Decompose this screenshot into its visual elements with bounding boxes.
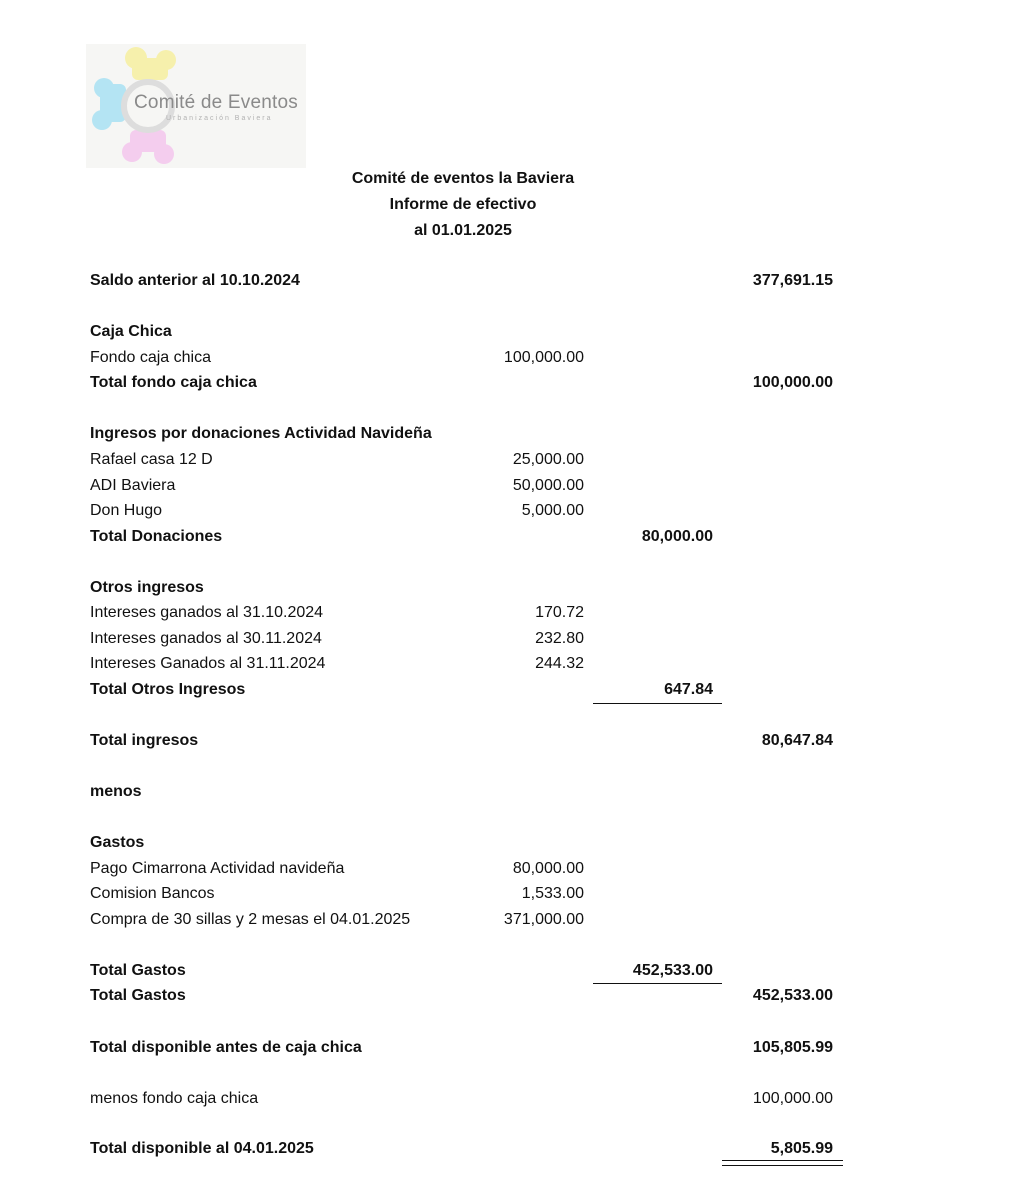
disponible-antes-row [0,1039,1025,1061]
donacion-row [0,451,1025,473]
gasto-label: Compra de 30 sillas y 2 mesas el 04.01.2025 [90,911,411,928]
donaciones-heading-row [0,425,1025,447]
interes-label: Intereses Ganados al 31.11.2024 [90,655,326,672]
total-gastos-amount: 452,533.00 [752,987,833,1004]
interes-row [0,630,1025,652]
total-disponible-label: Total disponible al 04.01.2025 [90,1140,314,1157]
total-disponible-amount: 5,805.99 [770,1140,833,1157]
fondo-caja-chica-amount: 100,000.00 [503,349,584,366]
donacion-label: Don Hugo [90,502,163,519]
gasto-label: Comision Bancos [90,885,215,902]
disponible-antes-label: Total disponible antes de caja chica [90,1039,362,1056]
total-otros-ingresos-amount: 647.84 [664,681,713,698]
caja-chica-heading-row [0,323,1025,345]
caja-chica-heading: Caja Chica [90,323,172,340]
fondo-caja-chica-label: Fondo caja chica [90,349,211,366]
gasto-label: Pago Cimarrona Actividad navideña [90,860,345,877]
interes-row [0,604,1025,626]
total-gastos-label: Total Gastos [90,987,186,1004]
subtotal-underline [593,983,722,984]
donacion-label: ADI Baviera [90,477,176,494]
donacion-amount: 50,000.00 [512,477,584,494]
interes-amount: 232.80 [535,630,584,647]
gastos-heading-row [0,834,1025,856]
menos-fondo-amount: 100,000.00 [752,1090,833,1107]
logo-subtitle: Urbanización Baviera [166,115,273,122]
donacion-row [0,502,1025,524]
disponible-antes-amount: 105,805.99 [752,1039,833,1056]
donacion-row [0,477,1025,499]
saldo-anterior-amount: 377,691.15 [752,272,833,289]
total-ingresos-amount: 80,647.84 [761,732,833,749]
saldo-anterior-label: Saldo anterior al 10.10.2024 [90,272,300,289]
logo-name: Comité de Eventos [134,92,298,113]
subtotal-underline [593,703,722,704]
gastos-heading: Gastos [90,834,145,851]
interes-label: Intereses ganados al 31.10.2024 [90,604,324,621]
total-otros-ingresos-label: Total Otros Ingresos [90,681,246,698]
saldo-anterior-row [0,272,1025,294]
gasto-amount: 371,000.00 [503,911,584,928]
gasto-amount: 80,000.00 [512,860,584,877]
interes-row [0,655,1025,677]
interes-label: Intereses ganados al 30.11.2024 [90,630,322,647]
donacion-amount: 5,000.00 [521,502,584,519]
fondo-caja-chica-row [0,349,1025,371]
total-ingresos-label: Total ingresos [90,732,199,749]
final-double-underline [722,1160,843,1166]
gasto-amount: 1,533.00 [521,885,584,902]
total-gastos-row [0,987,1025,1009]
total-donaciones-label: Total Donaciones [90,528,223,545]
total-donaciones-amount: 80,000.00 [641,528,713,545]
total-donaciones-row [0,528,1025,550]
total-fondo-caja-chica-amount: 100,000.00 [752,374,833,391]
interes-amount: 170.72 [535,604,584,621]
total-fondo-caja-chica-label: Total fondo caja chica [90,374,257,391]
subtotal-gastos-amount: 452,533.00 [632,962,713,979]
donacion-amount: 25,000.00 [512,451,584,468]
committee-logo [86,44,306,168]
total-otros-ingresos-row [0,681,1025,703]
gasto-row [0,860,1025,882]
donacion-label: Rafael casa 12 D [90,451,213,468]
total-disponible-row [0,1140,1025,1162]
subtotal-gastos-label: Total Gastos [90,962,186,979]
menos-fondo-label: menos fondo caja chica [90,1090,259,1107]
report-title: Comité de eventos la Baviera [351,170,575,187]
gasto-row [0,885,1025,907]
menos-fondo-row [0,1090,1025,1112]
report-subtitle: Informe de efectivo [389,196,537,213]
subtotal-gastos-row [0,962,1025,984]
report-date: al 01.01.2025 [414,222,512,239]
menos-label: menos [90,783,142,800]
gasto-row [0,911,1025,933]
interes-amount: 244.32 [535,655,584,672]
otros-ingresos-heading-row [0,579,1025,601]
donaciones-heading: Ingresos por donaciones Actividad Navideña [90,425,432,442]
total-fondo-caja-chica-row [0,374,1025,396]
otros-ingresos-heading: Otros ingresos [90,579,204,596]
total-ingresos-row [0,732,1025,754]
menos-row [0,783,1025,805]
